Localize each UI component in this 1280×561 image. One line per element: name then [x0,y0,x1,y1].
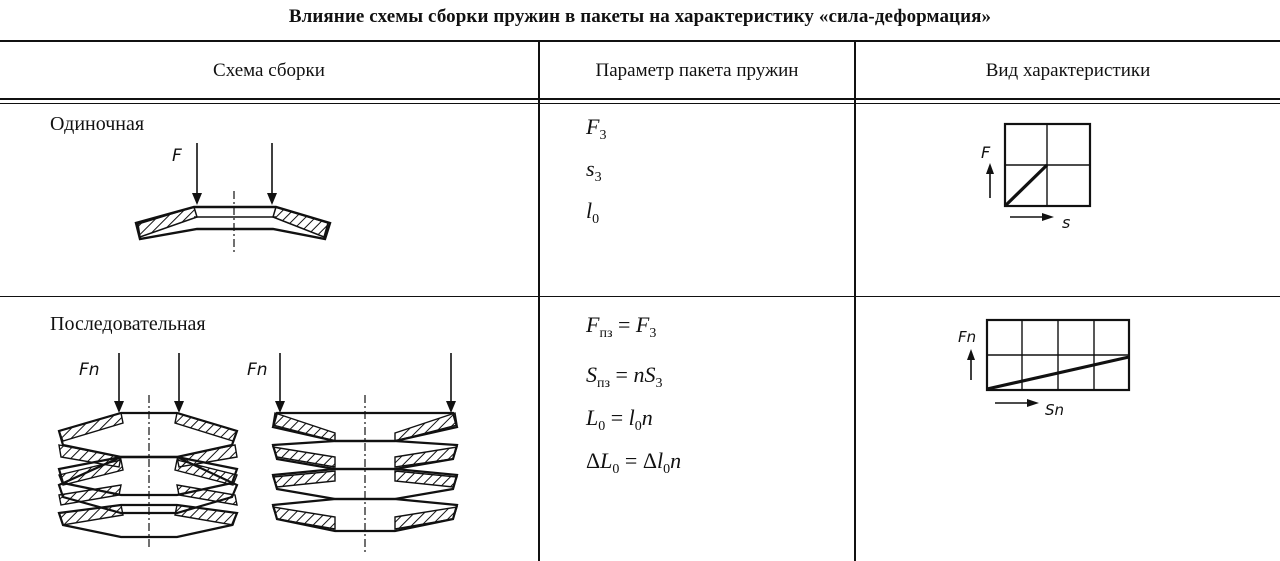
header-scheme: Схема сборки [213,60,325,81]
row1-param-2: $s_3$ [586,156,602,185]
single-force-label: F [172,146,182,166]
series-left-force-label: Fn [79,360,100,380]
single-chart-y-label: F [981,143,991,162]
row-divider [0,296,1280,297]
header-param: Параметр пакета пружин [595,60,799,81]
single-spring-diagram [120,135,350,255]
row1-scheme-label: Одиночная [50,113,145,135]
series-chart-y-label: Fn [958,328,977,346]
table-title: Влияние схемы сборки пружин в пакеты на характеристику «сила-деформация» [288,6,992,27]
series-chart-x-label: Sn [1045,401,1065,419]
table-top-rule [0,40,1280,42]
row2-param-3: $L_0 = l_0n$ [586,405,653,434]
series-stack-diagram-left [45,345,255,555]
single-characteristic-line [1005,165,1047,206]
row1-param-3: $l_0$ [586,198,600,227]
series-right-force-label: Fn [247,360,268,380]
single-characteristic-chart [970,118,1100,233]
header-bottom-rule [0,98,1280,100]
row2-param-1: $F_{пз} = F_3$ [586,312,657,341]
column-divider-1 [538,40,540,561]
row2-param-2: $S_{пз} = nS_3$ [586,362,663,391]
header-characteristic: Вид характеристики [985,60,1151,81]
single-chart-x-label: s [1062,213,1071,232]
row2-scheme-label: Последовательная [50,313,206,335]
series-stack-diagram-right [245,345,475,555]
row2-param-4: $\Delta L_0 = \Delta l_0n$ [586,448,682,477]
series-characteristic-chart [955,314,1140,424]
column-divider-2 [854,40,856,561]
row1-param-1: $F_3$ [586,114,607,143]
header-bottom-rule-2 [0,103,1280,104]
